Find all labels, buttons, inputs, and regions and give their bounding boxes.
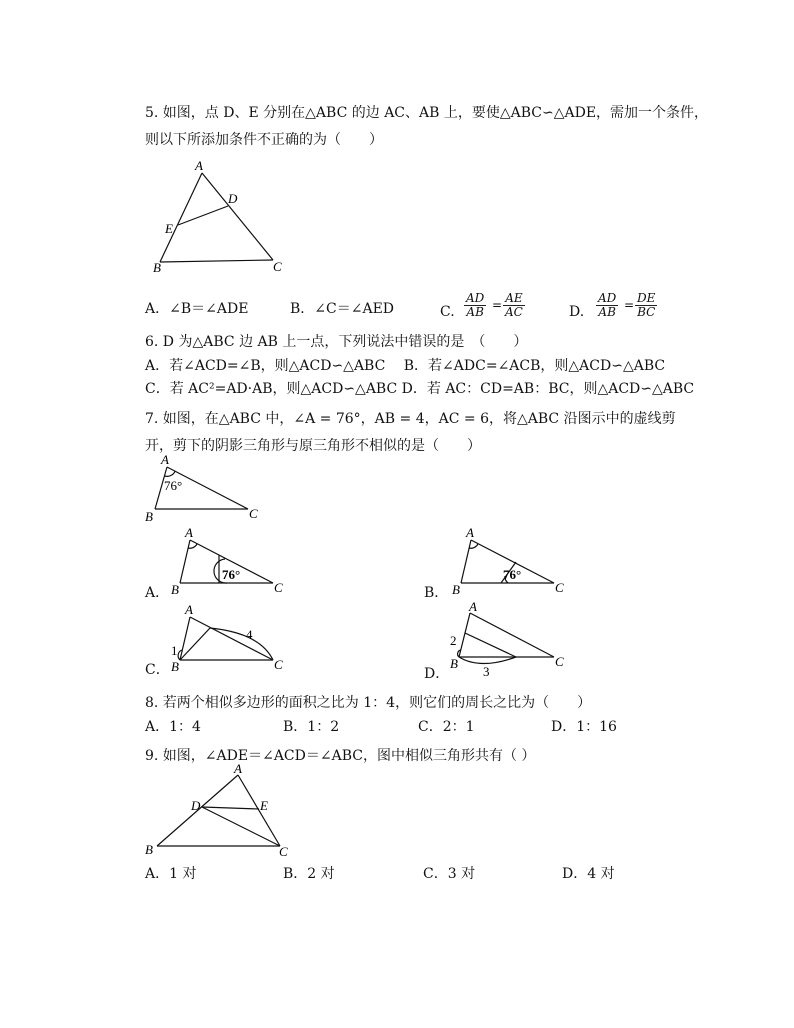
q5-label-a: A xyxy=(195,158,203,173)
q7-c-length-1: 1 xyxy=(171,643,178,658)
q7-d-label-b: B xyxy=(450,656,458,671)
q5-option-b: B．∠C＝∠AED xyxy=(290,301,395,317)
q7-option-b: B． xyxy=(424,585,449,601)
q9-stem: 9. 如图，∠ADE＝∠ACD＝∠ABC，图中相似三角形共有（ ） xyxy=(145,748,536,764)
q5-side-ac xyxy=(202,173,273,260)
q7-orig-label-b: B xyxy=(145,509,153,524)
q7-figure-a xyxy=(165,526,290,598)
q5-c-num1: AD xyxy=(466,291,485,305)
q5-label-d: D xyxy=(228,191,238,206)
q7-figure-b xyxy=(444,526,574,598)
q5-d-den1: AB xyxy=(598,305,616,319)
q5-stem-line2: 则以下所添加条件不正确的为（ ） xyxy=(145,132,383,148)
q9-triangle-figure xyxy=(140,762,300,860)
q7-c-label-b: B xyxy=(171,659,179,674)
q8-option-b: B．1：2 xyxy=(283,719,340,735)
q5-d-den2: BC xyxy=(637,305,656,319)
q7-c-label-a: A xyxy=(185,602,193,617)
q5-stem-line1: 5. 如图，点 D、E 分别在△ABC 的边 AC、AB 上，要使△ABC∽△ADE，需加一个条件， xyxy=(145,105,709,121)
q5-side-ab xyxy=(160,173,202,262)
q7-a-angle: 76° xyxy=(222,567,241,582)
q7-figure-d xyxy=(445,599,575,679)
q5-label-c: C xyxy=(273,259,282,274)
q7-d-label-a: A xyxy=(469,599,477,614)
q5-label-e: E xyxy=(165,221,173,236)
q5-d-num1: AD xyxy=(598,291,617,305)
q5-c-equals: = xyxy=(492,298,503,312)
q7-c-length-4: 4 xyxy=(246,627,253,642)
q6-stem: 6. D 为△ABC 边 AB 上一点，下列说法中错误的是 （ ） xyxy=(145,334,528,350)
q9-option-a: A．1 对 xyxy=(145,866,197,882)
q5-option-d-label: D. xyxy=(569,304,585,320)
q8-stem: 8. 若两个相似多边形的面积之比为 1：4，则它们的周长之比为（ ） xyxy=(145,695,592,711)
q5-c-num2: AE xyxy=(503,292,525,306)
q5-side-bc xyxy=(160,260,273,262)
q7-figure-c xyxy=(165,603,295,675)
q7-b-label-b: B xyxy=(452,582,460,597)
q8-option-a: A．1：4 xyxy=(145,719,201,735)
q5-option-c-fraction-2 xyxy=(503,292,525,319)
q7-orig-angle: 76° xyxy=(164,478,183,493)
q5-d-equals: = xyxy=(624,298,635,312)
q6-options-row1: A．若∠ACD=∠B，则△ACD∽△ABC B．若∠ADC=∠ACB，则△ACD∽△ABC xyxy=(145,358,666,374)
q6-options-row2: C．若 AC²=AD·AB，则△ACD∽△ABC D．若 AC：CD=AB：BC，则△ACD∽△ABC xyxy=(145,381,695,397)
q5-option-c-fraction-1 xyxy=(464,292,486,319)
q5-c-den1: AB xyxy=(466,305,484,319)
q5-option-d-fraction-2 xyxy=(635,292,657,319)
q7-a-label-c: C xyxy=(274,580,283,595)
q7-b-label-a: A xyxy=(466,525,474,540)
q9-label-e: E xyxy=(260,798,268,813)
q7-b-label-c: C xyxy=(555,580,564,595)
q9-option-b: B．2 对 xyxy=(283,866,335,882)
q9-option-d: D．4 对 xyxy=(562,866,615,882)
q5-option-c-label: C. xyxy=(440,304,455,320)
q7-c-label-c: C xyxy=(274,657,283,672)
q9-label-a: A xyxy=(234,761,242,776)
q7-orig-label-c: C xyxy=(249,506,258,521)
q7-orig-label-a: A xyxy=(161,452,169,467)
q7-stem-line2: 开，剪下的阴影三角形与原三角形不相似的是（ ） xyxy=(145,438,481,454)
q7-option-d: D． xyxy=(424,666,450,682)
q7-option-c: C． xyxy=(145,662,170,678)
q8-option-d: D．1：16 xyxy=(551,719,617,735)
q7-d-length-3: 3 xyxy=(483,664,490,679)
q7-b-angle: 76° xyxy=(503,567,522,582)
q7-a-label-b: B xyxy=(171,582,179,597)
q7-d-length-2: 2 xyxy=(450,633,457,648)
q5-triangle-figure xyxy=(145,155,295,280)
q5-label-b: B xyxy=(153,260,161,275)
q9-option-c: C．3 对 xyxy=(423,866,476,882)
q9-label-b: B xyxy=(145,842,153,857)
q7-stem-line1: 7. 如图，在△ABC 中，∠A = 76°，AB = 4，AC = 6，将△ABC 沿图示中的虚线剪 xyxy=(145,411,676,427)
q7-d-label-c: C xyxy=(555,654,564,669)
q8-option-c: C．2：1 xyxy=(418,719,475,735)
q5-c-den2: AC xyxy=(505,305,523,319)
q5-d-num2: DE xyxy=(637,291,656,305)
q9-label-c: C xyxy=(279,844,288,859)
q7-a-label-a: A xyxy=(185,525,193,540)
q5-option-d-fraction-1 xyxy=(596,292,618,319)
q5-option-a: A．∠B＝∠ADE xyxy=(145,301,249,317)
q7-option-a: A． xyxy=(145,585,170,601)
q7-original-triangle xyxy=(140,452,270,524)
q9-label-d: D xyxy=(191,798,201,813)
